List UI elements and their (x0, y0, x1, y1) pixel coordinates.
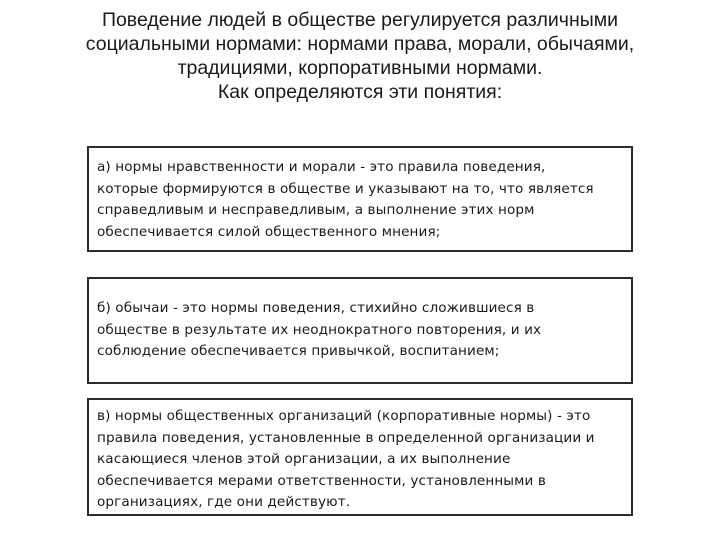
card-line: б) обычаи - это нормы поведения, стихийно сложившиеся в (97, 300, 535, 316)
heading-line: традициями, корпоративными нормами. (177, 57, 543, 79)
card-line: соблюдение обеспечивается привычкой, воспитанием; (97, 343, 500, 359)
heading-line: Поведение людей в обществе регулируется различными (101, 9, 619, 31)
card-line: обеспечивается силой общественного мнения; (97, 223, 441, 240)
heading-line: Как определяются эти понятия: (217, 81, 503, 103)
card-line: обществе в результате их неоднократного повторения, и их (97, 321, 542, 338)
definition-card-customs (87, 277, 633, 384)
definition-card-morality (87, 146, 633, 252)
card-line: правила поведения, установленные в определенной организации и (97, 429, 595, 446)
card-line: обеспечивается мерами ответственности, установленными в (97, 472, 546, 489)
card-line: в) нормы общественных организаций (корпоративные нормы) - это (97, 408, 591, 424)
slide-heading (40, 8, 680, 104)
card-line: а) нормы нравственности и морали - это правила поведения, (97, 159, 546, 175)
definition-card-corporate-norms (87, 398, 633, 516)
heading-line: социальными нормами: нормами права, морали, обычаями, (85, 33, 635, 55)
card-line: которые формируются в обществе и указывают на то, что является (97, 180, 594, 197)
card-line: касающиеся членов этой организации, а их выполнение (97, 451, 511, 467)
card-line: организациях, где они действуют. (97, 494, 351, 510)
card-line: справедливым и несправедливым, а выполнение этих норм (97, 202, 535, 218)
